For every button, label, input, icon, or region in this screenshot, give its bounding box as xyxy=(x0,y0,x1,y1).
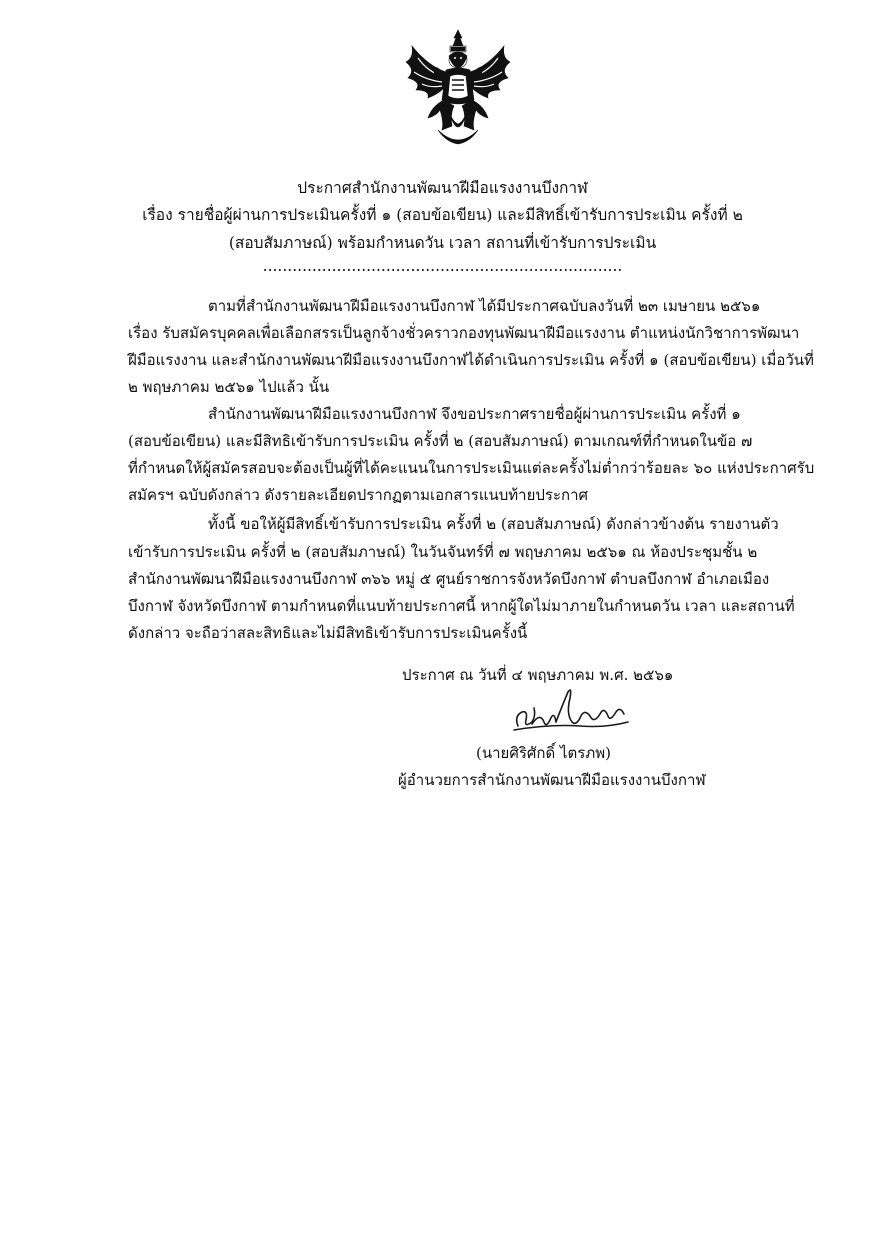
paragraph-3-line: เข้ารับการประเมิน ครั้งที่ ๒ (สอบสัมภาษณ์) ในวันจันทร์ที่ ๗ พฤษภาคม ๒๕๖๑ ณ ห้องประชุมชั้น ๒ xyxy=(128,543,758,561)
signatory-position: ผู้อำนวยการสำนักงานพัฒนาฝีมือแรงงานบึงกาฬ xyxy=(398,771,706,789)
paragraph-3-line: สำนักงานพัฒนาฝีมือแรงงานบึงกาฬ ๓๖๖ หมู่ ๕ ศูนย์ราชการจังหวัดบึงกาฬ ตำบลบึงกาฬ อำเภอเมือง xyxy=(128,570,770,588)
paragraph-2-line: สำนักงานพัฒนาฝีมือแรงงานบึงกาฬ จึงขอประกาศรายชื่อผู้ผ่านการประเมิน ครั้งที่ ๑ xyxy=(208,405,741,423)
paragraph-3-line: บึงกาฬ จังหวัดบึงกาฬ ตามกำหนดที่แนบท้ายประกาศนี้ หากผู้ใดไม่มาภายในกำหนดวัน เวลา และสถานที่ xyxy=(128,597,795,615)
signatory-name: (นายศิริศักดิ์ ไตรภพ) xyxy=(476,744,611,762)
paragraph-3-line: ดังกล่าว จะถือว่าสละสิทธิและไม่มีสิทธิเข้ารับการประเมินครั้งนี้ xyxy=(128,624,528,642)
announcement-subject: เรื่อง รายชื่อผู้ผ่านการประเมินครั้งที่ ๑ (สอบข้อเขียน) และมีสิทธิ์เข้ารับการประเมิน ครั้งที่ ๒ xyxy=(142,206,743,224)
paragraph-1-line: ๒ พฤษภาคม ๒๕๖๑ ไปแล้ว นั้น xyxy=(128,378,330,396)
announcement-date: ประกาศ ณ วันที่ ๔ พฤษภาคม พ.ศ. ๒๕๖๑ xyxy=(402,666,674,684)
paragraph-1-line: ตามที่สำนักงานพัฒนาฝีมือแรงงานบึงกาฬ ได้มีประกาศฉบับลงวันที่ ๒๓ เมษายน ๒๕๖๑ xyxy=(208,297,761,315)
paragraph-1-line: เรื่อง รับสมัครบุคคลเพื่อเลือกสรรเป็นลูกจ้างชั่วคราวกองทุนพัฒนาฝีมือแรงงาน ตำแหน่งนักวิชาการพัฒนา xyxy=(128,324,800,342)
signature-image xyxy=(510,682,630,738)
paragraph-1-line: ฝีมือแรงงาน และสำนักงานพัฒนาฝีมือแรงงานบึงกาฬได้ดำเนินการประเมิน ครั้งที่ ๑ (สอบข้อเขียน) เมื่อวันที่ xyxy=(128,351,814,369)
paragraph-2-line: ที่กำหนดให้ผู้สมัครสอบจะต้องเป็นผู้ที่ได้คะแนนในการประเมินแต่ละครั้งไม่ต่ำกว่าร้อยละ ๖๐ แห่งประกาศรับ xyxy=(128,459,815,477)
paragraph-2-line: สมัครฯ ฉบับดังกล่าว ดังรายละเอียดปรากฏตามเอกสารแนบท้ายประกาศ xyxy=(128,486,589,504)
header-separator: ......................................................................... xyxy=(262,257,623,275)
announcement-title: ประกาศสำนักงานพัฒนาฝีมือแรงงานบึงกาฬ xyxy=(297,179,588,197)
announcement-subject-cont: (สอบสัมภาษณ์) พร้อมกำหนดวัน เวลา สถานที่เข้ารับการประเมิน xyxy=(228,234,657,252)
paragraph-2-line: (สอบข้อเขียน) และมีสิทธิเข้ารับการประเมิน ครั้งที่ ๒ (สอบสัมภาษณ์) ตามเกณฑ์ที่กำหนดในข้อ ๗ xyxy=(128,432,753,450)
garuda-emblem-icon xyxy=(398,26,518,150)
paragraph-3-line: ทั้งนี้ ขอให้ผู้มีสิทธิ์เข้ารับการประเมิน ครั้งที่ ๒ (สอบสัมภาษณ์) ดังกล่าวข้างต้น รายงานตัว xyxy=(208,515,779,533)
